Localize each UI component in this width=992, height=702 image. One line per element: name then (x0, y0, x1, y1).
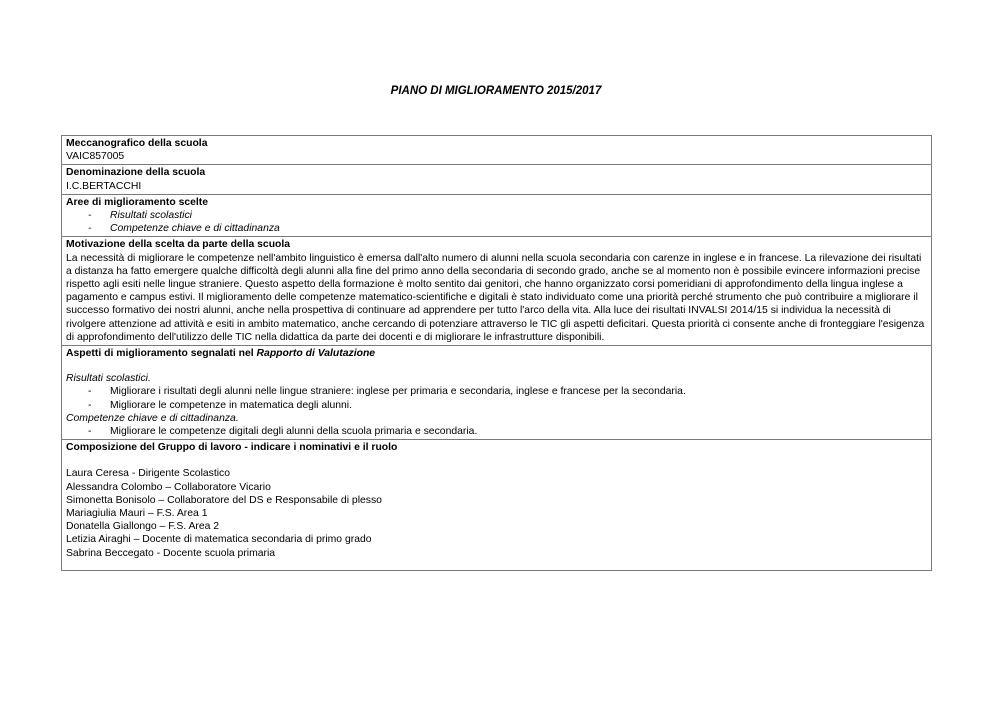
aspetti-label-italic: Rapporto di Valutazione (256, 348, 376, 360)
list-item: - Migliorare i risultati degli alunni nelle lingue straniere: inglese per primaria e secondaria, inglese e francese per la secondaria. (66, 385, 927, 398)
list-item: - Migliorare le competenze digitali degli alunni della scuola primaria e secondaria. (66, 425, 927, 438)
cell-aspetti (62, 346, 932, 440)
aspetti-label (66, 347, 927, 360)
motivazione-label: Motivazione della scelta da parte della scuola (66, 239, 291, 251)
aree-label: Aree di miglioramento scelte (66, 196, 209, 208)
cell-denominazione (62, 165, 932, 194)
row-aspetti (62, 346, 932, 440)
list-item: - Risultati scolastici (66, 209, 927, 222)
aspetti-group1-list (66, 385, 927, 411)
row-motivazione (62, 237, 932, 346)
list-item: Alessandra Colombo – Collaboratore Vicario (66, 481, 271, 493)
page-title: PIANO DI MIGLIORAMENTO 2015/2017 (390, 85, 602, 97)
plan-table (61, 135, 932, 571)
aspetti-label-prefix: Aspetti di miglioramento segnalati nel (66, 348, 257, 360)
motivazione-text: La necessità di migliorare le competenze nell'ambito linguistico è emersa dall'alto numero di alunni nella scuola secondaria con carenze in inglese e in francese. La rilevazione dei risultati a distanza ha fatto emergere qualche difficoltà degli alunni alla fine del primo anno della secondaria di secondo grado, anche se al momento non è possibile evincere informazioni precise rispetto agli esiti nelle lingue straniere. Questo aspetto della formazione è molto sentito dai genitori, che hanno organizzato corsi pomeridiani di approfondimento della lingua inglese a pagamento e campus estivi. Il miglioramento delle competenze matematico-scientifiche e digitali è stato individuato come una priorità perché strumento che può contribuire a migliorare il successo formativo dei nostri alunni, anche nella prospettiva di continuare ad apprendere per tutto l'arco della vita. Alla luce dei risultati INVALSI 2014/15 si individua la necessità di rivolgere attenzione ad attività e esiti in ambito matematico, anche cercando di potenziare attraverso le TIC gli aspetti deficitari. Questa priorità ci consente anche di fronteggiare l'esigenza di approfondimento dell'utilizzo delle TIC nella didattica da parte dei docenti e di migliorare le infrastrutture disponibili. (66, 252, 925, 343)
aspetti-group2-list (66, 425, 927, 438)
meccanografico-label: Meccanografico della scuola (66, 138, 208, 149)
cell-meccanografico (62, 136, 932, 165)
cell-motivazione (62, 237, 932, 346)
cell-aree (62, 194, 932, 237)
list-item: - Competenze chiave e di cittadinanza (66, 222, 927, 235)
cell-gruppo (62, 440, 932, 571)
list-item: Letizia Airaghi – Docente di matematica secondaria di primo grado (66, 534, 372, 546)
aspetti-group2-title: Competenze chiave e di cittadinanza. (66, 412, 239, 424)
gruppo-label: Composizione del Gruppo di lavoro - indicare i nominativi e il ruolo (66, 442, 398, 454)
row-aree (62, 194, 932, 237)
list-item: Donatella Giallongo – F.S. Area 2 (66, 521, 220, 533)
list-item: Laura Ceresa - Dirigente Scolastico (66, 468, 231, 480)
aree-list (66, 209, 927, 235)
list-item: - Migliorare le competenze in matematica degli alunni. (66, 399, 927, 412)
row-meccanografico (62, 136, 932, 165)
denominazione-label: Denominazione della scuola (66, 167, 206, 179)
denominazione-value: I.C.BERTACCHI (66, 180, 142, 192)
list-item: Simonetta Bonisolo – Collaboratore del DS e Responsabile di plesso (66, 494, 382, 506)
aspetti-group1-title: Risultati scolastici. (66, 373, 151, 385)
list-item: Mariagiulia Mauri – F.S. Area 1 (66, 508, 208, 520)
row-gruppo (62, 440, 932, 571)
row-denominazione (62, 165, 932, 194)
meccanografico-value: VAIC857005 (66, 151, 125, 163)
list-item: Sabrina Beccegato - Docente scuola primaria (66, 547, 276, 559)
